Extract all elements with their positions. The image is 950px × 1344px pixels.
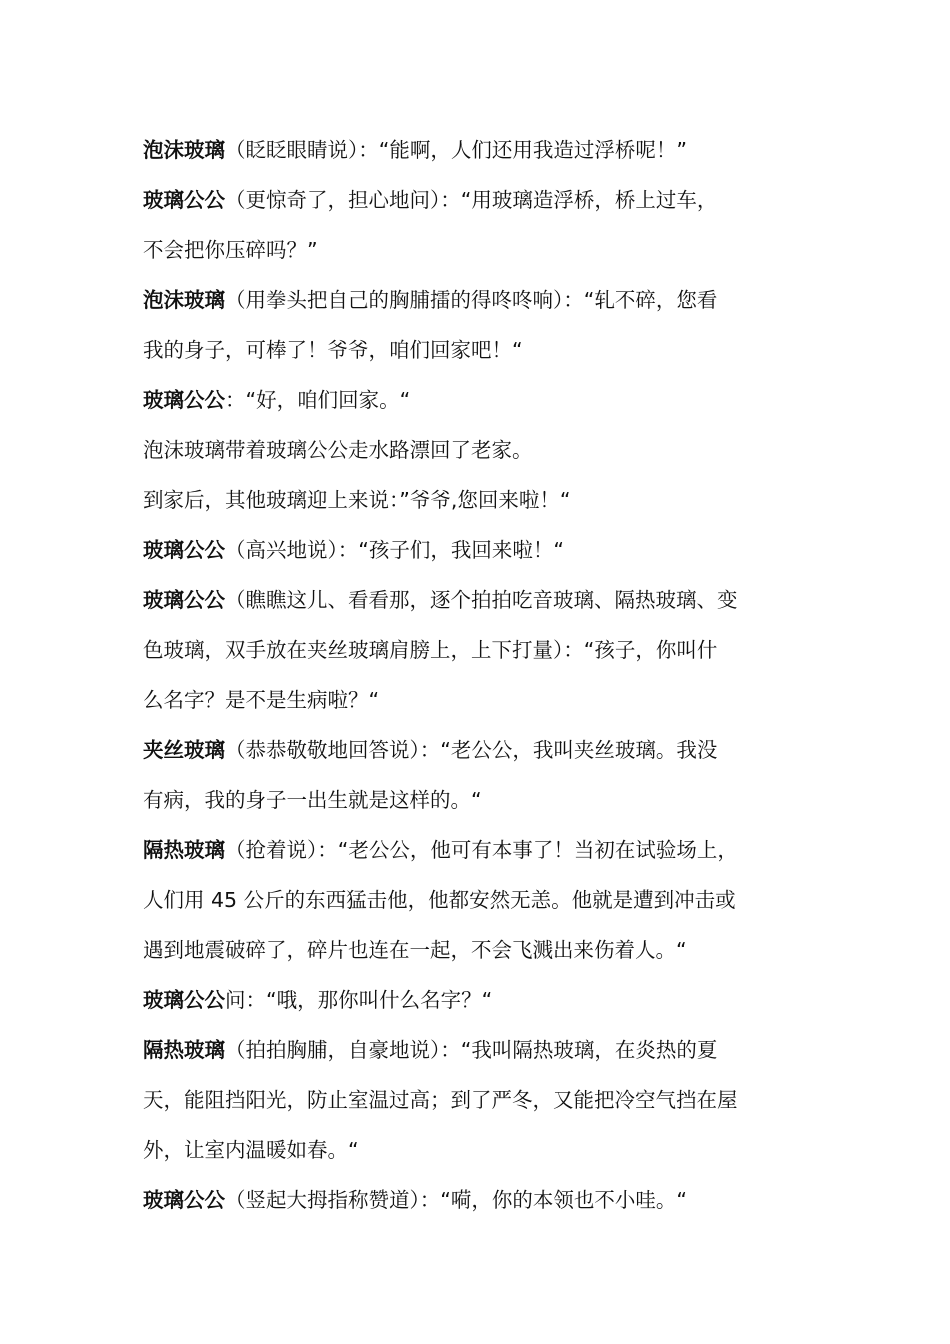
dialogue-line-20 (143, 1075, 823, 1125)
line-text: （抢着说）：“老公公，他可有本事了！当初在试验场上， (225, 838, 738, 862)
speaker-name: 玻璃公公 (143, 1188, 225, 1212)
line-text: 么名字？是不是生病啦？“ (143, 688, 380, 712)
speaker-name: 夹丝玻璃 (143, 738, 225, 762)
speaker-name: 泡沫玻璃 (143, 138, 225, 162)
dialogue-line-10 (143, 575, 823, 625)
speaker-name: 玻璃公公 (143, 588, 225, 612)
line-text: 有病，我的身子一出生就是这样的。“ (143, 788, 482, 812)
speaker-name: 玻璃公公 (143, 188, 225, 212)
line-text: 不会把你压碎吗？” (143, 238, 318, 262)
line-text: 我的身子，可棒了！爷爷，咱们回家吧！“ (143, 338, 523, 362)
line-text: （恭恭敬敬地回答说）：“老公公，我叫夹丝玻璃。我没 (225, 738, 718, 762)
dialogue-line-19 (143, 1025, 823, 1075)
dialogue-line-4 (143, 275, 823, 325)
dialogue-line-11 (143, 625, 823, 675)
line-text: 泡沫玻璃带着玻璃公公走水路漂回了老家。 (143, 438, 533, 462)
line-text: （瞧瞧这儿、看看那，逐个拍拍吃音玻璃、隔热玻璃、变 (225, 588, 738, 612)
dialogue-line-15 (143, 825, 823, 875)
line-text: （更惊奇了，担心地问）：“用玻璃造浮桥，桥上过车， (225, 188, 718, 212)
line-text: （高兴地说）：“孩子们，我回来啦！“ (225, 538, 564, 562)
dialogue-line-17 (143, 925, 823, 975)
dialogue-line-2 (143, 175, 823, 225)
dialogue-line-5 (143, 325, 823, 375)
dialogue-line-3 (143, 225, 823, 275)
dialogue-line-6 (143, 375, 823, 425)
dialogue-line-14 (143, 775, 823, 825)
speaker-name: 隔热玻璃 (143, 1038, 225, 1062)
dialogue-line-21 (143, 1125, 823, 1175)
line-text: ：“好，咱们回家。“ (225, 388, 411, 412)
line-text: 到家后，其他玻璃迎上来说：”爷爷,您回来啦！“ (143, 488, 571, 512)
dialogue-line-7 (143, 425, 823, 475)
dialogue-line-18 (143, 975, 823, 1025)
speaker-name: 泡沫玻璃 (143, 288, 225, 312)
dialogue-line-16 (143, 875, 823, 925)
line-text: （竖起大拇指称赞道）：“嗬，你的本领也不小哇。“ (225, 1188, 687, 1212)
speaker-name: 玻璃公公 (143, 388, 225, 412)
line-text: 遇到地震破碎了，碎片也连在一起，不会飞溅出来伤着人。“ (143, 938, 687, 962)
dialogue-line-1 (143, 125, 823, 175)
speaker-name: 玻璃公公 (143, 538, 225, 562)
line-text: 外，让室内温暖如春。“ (143, 1138, 359, 1162)
dialogue-line-13 (143, 725, 823, 775)
speaker-name: 隔热玻璃 (143, 838, 225, 862)
line-text: （拍拍胸脯，自豪地说）：“我叫隔热玻璃，在炎热的夏 (225, 1038, 718, 1062)
dialogue-line-22 (143, 1175, 823, 1225)
document-page (143, 125, 823, 1225)
line-text: 天，能阻挡阳光，防止室温过高；到了严冬，又能把冷空气挡在屋 (143, 1088, 738, 1112)
dialogue-line-8 (143, 475, 823, 525)
line-text: （眨眨眼睛说）：“能啊，人们还用我造过浮桥呢！” (225, 138, 687, 162)
line-text: 色玻璃，双手放在夹丝玻璃肩膀上，上下打量）：“孩子，你叫什 (143, 638, 718, 662)
dialogue-line-9 (143, 525, 823, 575)
line-text: （用拳头把自己的胸脯擂的得咚咚响）：“轧不碎，您看 (225, 288, 718, 312)
line-text: 人们用 45 公斤的东西猛击他，他都安然无恙。他就是遭到冲击或 (143, 888, 736, 912)
line-text: 问：“哦，那你叫什么名字？“ (225, 988, 493, 1012)
speaker-name: 玻璃公公 (143, 988, 225, 1012)
dialogue-line-12 (143, 675, 823, 725)
